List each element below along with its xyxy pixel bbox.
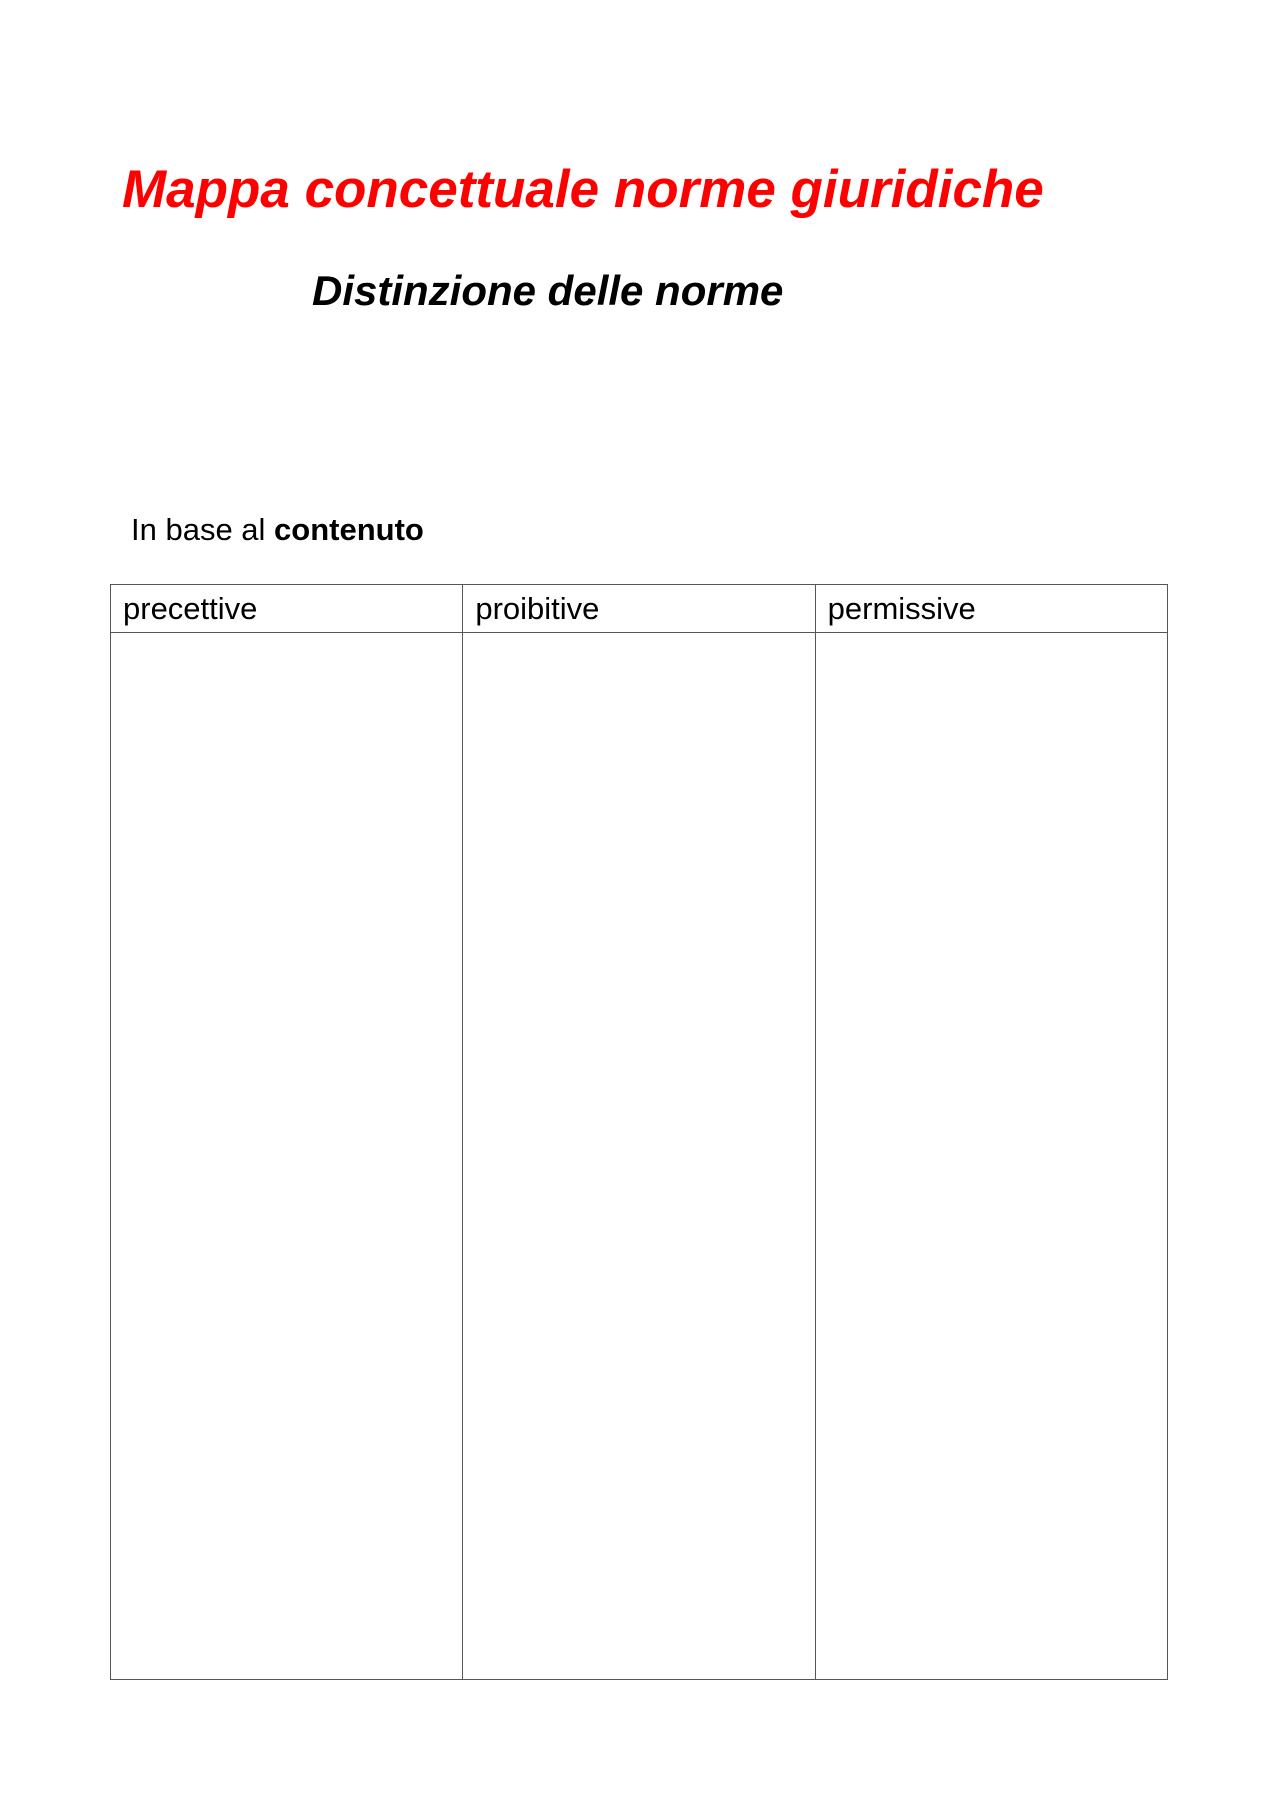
- intro-line: [131, 510, 424, 550]
- column-header-precettive: precettive: [111, 585, 463, 633]
- intro-emphasis: contenuto: [274, 512, 424, 547]
- cell-permissive[interactable]: [815, 633, 1167, 1680]
- page-title: Mappa concettuale norme giuridiche: [122, 160, 1044, 219]
- page-subtitle: Distinzione delle norme: [312, 267, 784, 314]
- column-header-permissive: permissive: [815, 585, 1167, 633]
- table-header-row: [111, 585, 1168, 633]
- table-body-row: [111, 633, 1168, 1680]
- intro-prefix: In base al: [131, 512, 275, 547]
- cell-proibitive[interactable]: [463, 633, 815, 1680]
- column-header-proibitive: proibitive: [463, 585, 815, 633]
- cell-precettive[interactable]: [111, 633, 463, 1680]
- norm-category-table: [110, 584, 1168, 1680]
